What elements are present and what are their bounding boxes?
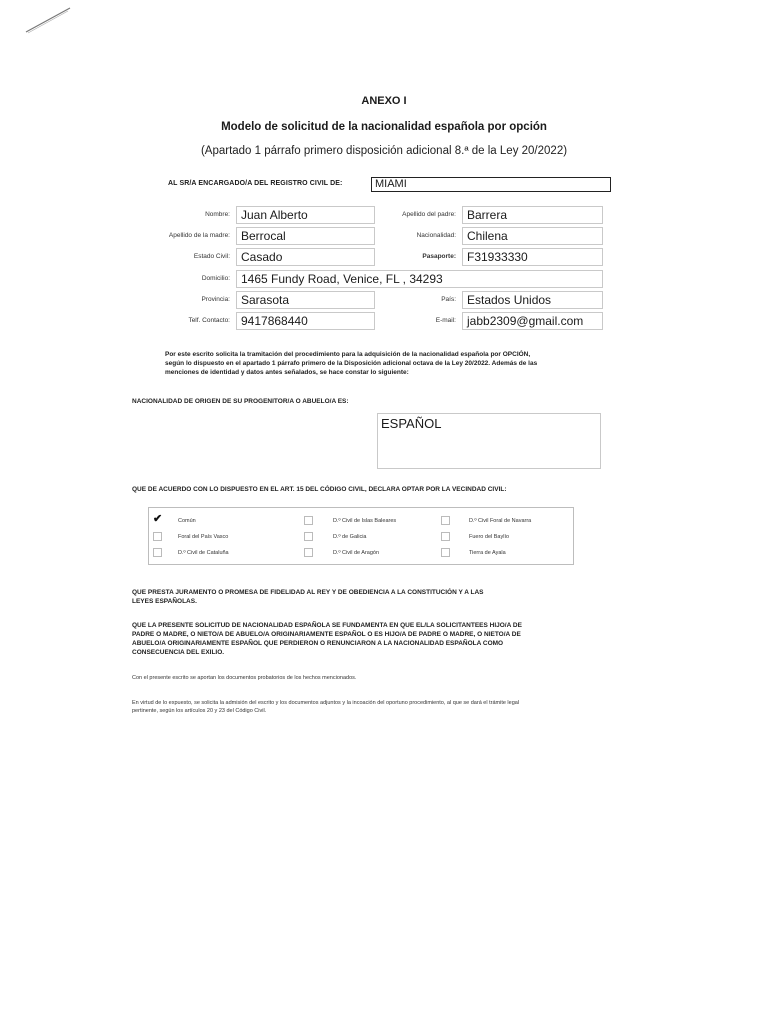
provincia-label: Provincia: — [201, 296, 230, 303]
origen-field[interactable]: ESPAÑOL — [377, 413, 601, 469]
cierre-line-2: pertinente, según los artículos 20 y 23 del Código Civil. — [132, 708, 267, 714]
pais-label: País: — [441, 296, 456, 303]
option-comun-checkbox[interactable] — [153, 513, 163, 525]
email-label: E-mail: — [435, 317, 456, 324]
option-galicia-label: D.º de Galicia — [333, 534, 367, 540]
telefono-field[interactable]: 9417868440 — [236, 312, 375, 330]
option-ayala-label: Tierra de Ayala — [469, 550, 506, 556]
nombre-field[interactable]: Juan Alberto — [236, 206, 375, 224]
option-aragon-label: D.º Civil de Aragón — [333, 550, 380, 556]
pasaporte-label: Pasaporte: — [422, 253, 456, 260]
juramento-line-2: LEYES ESPAÑOLAS. — [132, 598, 197, 605]
registro-label: AL SR/A ENCARGADO/A DEL REGISTRO CIVIL DE: — [168, 180, 343, 187]
option-navarra-checkbox[interactable] — [441, 516, 450, 525]
apellido-madre-field[interactable]: Berrocal — [236, 227, 375, 245]
form-legal-reference: (Apartado 1 párrafo primero disposición adicional 8.ª de la Ley 20/2022) — [200, 145, 568, 157]
fundamento-line-3: ABUELO/A ORIGINARIAMENTE ESPAÑOL QUE PERDIERON O RENUNCIARON A LA NACIONALIDAD ESPAÑOLA COMO — [132, 640, 504, 647]
registro-field[interactable]: MIAMI — [371, 177, 611, 192]
juramento-paragraph — [132, 588, 612, 606]
option-ayala-checkbox[interactable] — [441, 548, 450, 557]
provincia-field[interactable]: Sarasota — [236, 291, 375, 309]
check-mark-icon: ✔ — [153, 513, 163, 525]
fundamento-line-2: PADRE O MADRE, O NIETO/A DE ABUELO/A ORIGINARIAMENTE ESPAÑOL O ES HIJO/A DE PADRE O MADRE, O NIETO/A DE — [132, 631, 521, 638]
juramento-line-1: QUE PRESTA JURAMENTO O PROMESA DE FIDELIDAD AL REY Y DE OBEDIENCIA A LA CONSTITUCIÓN Y A LAS — [132, 589, 484, 596]
option-galicia-checkbox[interactable] — [304, 532, 313, 541]
pencil-mark — [24, 6, 72, 36]
domicilio-field[interactable]: 1465 Fundy Road, Venice, FL , 34293 — [236, 270, 603, 288]
fundamento-paragraph — [132, 621, 612, 657]
option-baleares-label: D.º Civil de Islas Baleares — [333, 518, 397, 524]
option-cataluna-label: D.º Civil de Cataluña — [178, 550, 229, 556]
cierre-paragraph — [132, 699, 632, 715]
apellido-padre-field[interactable]: Barrera — [462, 206, 603, 224]
intro-line-2: según lo dispuesto en el apartado 1 párrafo primero de la Disposición adicional octava de la Ley 20/2022. Además de las — [165, 360, 538, 367]
option-baleares-checkbox[interactable] — [304, 516, 313, 525]
telefono-label: Telf. Contacto: — [188, 317, 230, 324]
option-baylio-checkbox[interactable] — [441, 532, 450, 541]
nacionalidad-label: Nacionalidad: — [416, 232, 456, 239]
nombre-label: Nombre: — [205, 211, 230, 218]
fundamento-line-1: QUE LA PRESENTE SOLICITUD DE NACIONALIDAD ESPAÑOLA SE FUNDAMENTA EN QUE EL/LA SOLICITANTEES HIJO/A DE — [132, 622, 522, 629]
option-comun-label: Común — [178, 518, 196, 524]
intro-line-3: menciones de identidad y datos antes señalados, se hace constar lo siguiente: — [165, 369, 409, 376]
option-cataluna-checkbox[interactable] — [153, 548, 162, 557]
intro-line-1: Por este escrito solicita la tramitación del procedimiento para la adquisición de la nacionalidad española por OPCIÓN, — [165, 351, 531, 358]
domicilio-label: Domicilio: — [201, 275, 230, 282]
estado-civil-field[interactable]: Casado — [236, 248, 375, 266]
option-baylio-label: Fuero del Baylío — [469, 534, 510, 540]
origen-label: NACIONALIDAD DE ORIGEN DE SU PROGENITOR/A O ABUELO/A ES: — [132, 398, 349, 405]
cierre-line-1: En virtud de lo expuesto, se solicita la admisión del escrito y los documentos adjuntos y la incoación del oportuno procedimiento, al que se dará el trámite legal — [132, 700, 520, 706]
nacionalidad-field[interactable]: Chilena — [462, 227, 603, 245]
form-subtitle: Modelo de solicitud de la nacionalidad española por opción — [221, 121, 547, 133]
form-title: ANEXO I — [361, 95, 407, 107]
option-aragon-checkbox[interactable] — [304, 548, 313, 557]
option-pais-vasco-label: Foral del País Vasco — [178, 534, 229, 540]
fundamento-line-4: CONSECUENCIA DEL EXILIO. — [132, 649, 225, 656]
documentos-note: Con el presente escrito se aportan los documentos probatorios de los hechos mencionados. — [132, 675, 357, 681]
apellido-madre-label: Apellido de la madre: — [168, 232, 230, 239]
option-pais-vasco-checkbox[interactable] — [153, 532, 162, 541]
intro-paragraph — [165, 350, 615, 377]
pais-field[interactable]: Estados Unidos — [462, 291, 603, 309]
apellido-padre-label: Apellido del padre: — [402, 211, 456, 218]
vecindad-label: QUE DE ACUERDO CON LO DISPUESTO EN EL ART. 15 DEL CÓDIGO CIVIL, DECLARA OPTAR POR LA VECINDAD CIVIL: — [132, 486, 507, 493]
option-navarra-label: D.º Civil Foral de Navarra — [469, 518, 532, 524]
email-field[interactable]: jabb2309@gmail.com — [462, 312, 603, 330]
pasaporte-field[interactable]: F31933330 — [462, 248, 603, 266]
estado-civil-label: Estado Civil: — [193, 253, 230, 260]
